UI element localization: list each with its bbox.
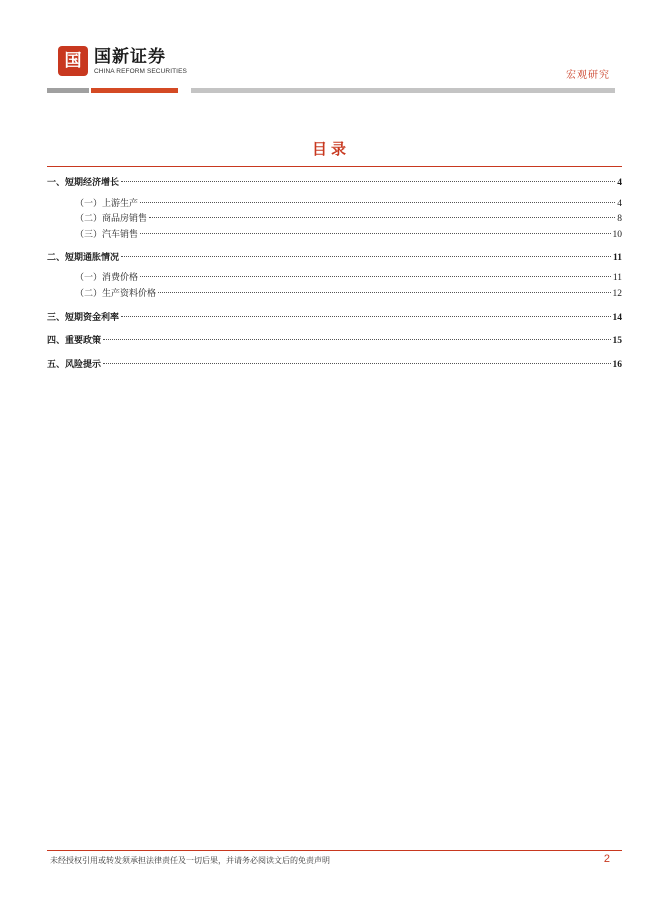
toc-entry-page: 16 — [612, 360, 622, 370]
toc-entry[interactable] — [47, 334, 622, 348]
toc-entry-label: （三）汽车销售 — [75, 230, 139, 240]
toc-divider — [47, 166, 622, 167]
logo-english-name: CHINA REFORM SECURITIES — [94, 67, 187, 75]
report-section-label: 宏观研究 — [566, 70, 610, 81]
toc-entry[interactable] — [47, 228, 622, 242]
toc-entry[interactable] — [47, 176, 622, 190]
toc-entry-page: 8 — [617, 214, 622, 224]
toc-entry-page: 4 — [617, 199, 622, 209]
toc-entry-label: （二）商品房销售 — [75, 214, 148, 224]
header-bar-gray-right — [191, 88, 615, 93]
toc-entry[interactable] — [47, 251, 622, 265]
page-number: 2 — [603, 853, 610, 865]
toc-entry-page: 10 — [612, 230, 622, 240]
logo-chinese-name: 国新证券 — [94, 46, 166, 67]
toc-entry-label: 四、重要政策 — [47, 336, 102, 346]
toc-entry[interactable] — [47, 197, 622, 211]
toc-entry-page: 14 — [612, 313, 622, 323]
company-logo — [58, 44, 187, 78]
logo-mark-icon: 国 — [58, 46, 88, 76]
toc-entry-label: 二、短期通胀情况 — [47, 253, 120, 263]
toc-entry-label: 一、短期经济增长 — [47, 178, 120, 188]
toc-entry-label: （二）生产资料价格 — [75, 289, 157, 299]
toc-leader-dots — [140, 276, 611, 277]
toc-entry[interactable] — [47, 311, 622, 325]
footer-divider — [47, 850, 622, 851]
logo-text — [94, 47, 187, 76]
toc-leader-dots — [121, 181, 615, 182]
toc-leader-dots — [158, 292, 610, 293]
toc-leader-dots — [121, 256, 611, 257]
toc-entry-page: 15 — [612, 336, 622, 346]
header-bar-gray-left — [47, 88, 89, 93]
toc-entry[interactable] — [47, 271, 622, 285]
toc-entry[interactable] — [47, 358, 622, 372]
toc-entry-label: （一）上游生产 — [75, 199, 139, 209]
toc-leader-dots — [103, 363, 610, 364]
toc-entry-page: 11 — [613, 253, 622, 263]
toc-leader-dots — [140, 202, 615, 203]
toc-entry[interactable] — [47, 212, 622, 226]
toc-entry-page: 12 — [612, 289, 622, 299]
toc-entry-page: 11 — [612, 273, 622, 283]
header-bar-orange — [91, 88, 178, 93]
toc-leader-dots — [103, 339, 610, 340]
toc-entry-label: 三、短期资金利率 — [47, 313, 120, 323]
toc-entry-label: 五、风险提示 — [47, 360, 102, 370]
footer-disclaimer: 未经授权引用或转发须承担法律责任及一切后果，并请务必阅读文后的免责声明 — [50, 856, 330, 865]
toc-title: 目录 — [311, 140, 350, 158]
toc-leader-dots — [121, 316, 610, 317]
toc-entry[interactable] — [47, 287, 622, 301]
toc-entry-page: 4 — [617, 178, 622, 188]
toc-leader-dots — [149, 217, 615, 218]
toc-entry-label: （一）消费价格 — [75, 273, 139, 283]
toc-leader-dots — [140, 233, 610, 234]
